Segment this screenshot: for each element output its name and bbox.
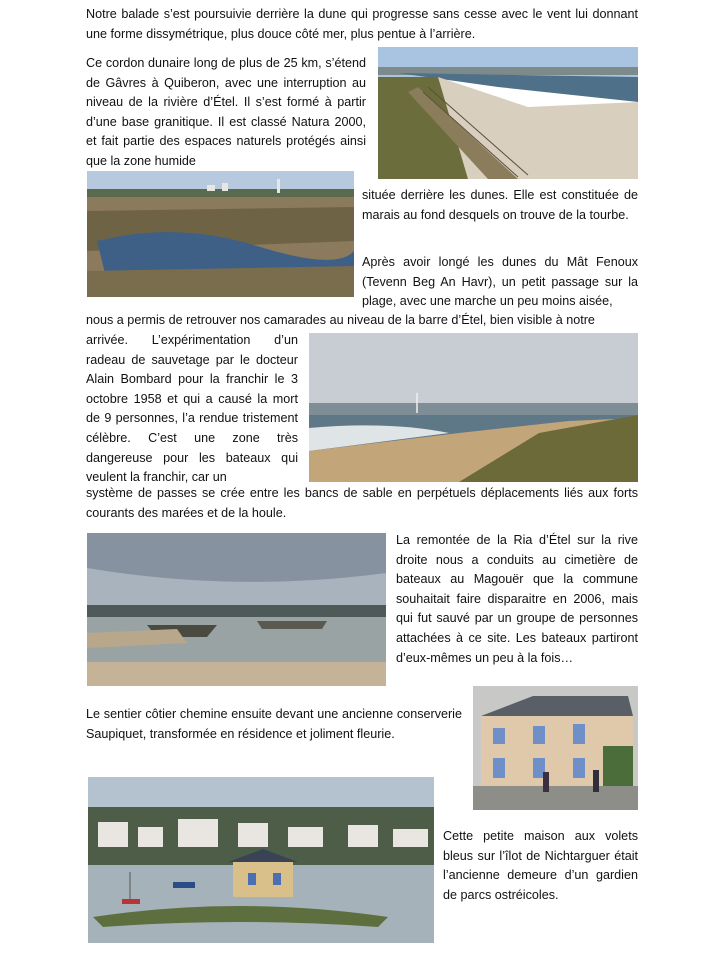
paragraph-ria-etel: La remontée de la Ria d’Étel sur la rive droite nous a conduits au cimetière de bateaux au Magouër que la commune souhaitait faire disparaitre en 2006, mais qui fut sauvé par un groupe de personnes attachées à ce site. Les bateaux partiront d’eux-mêmes un peu à la fois…	[396, 533, 638, 665]
paragraph-dune: Notre balade s’est poursuivie derrière la dune qui progresse sans cesse avec le vent lui donnant une forme dissymétrique, plus douce côté mer, plus pentue à l’arrière.	[86, 7, 638, 41]
paragraph-cordon-dunaire: Ce cordon dunaire long de plus de 25 km, s’étend de Gâvres à Quiberon, avec une interruption au niveau de la rivière d’Étel. Il s’est formé à partir d’une base granitique. Il est classé Natura 2000, et fait partie des espaces naturels protégés ainsi que la zone humide	[86, 56, 366, 168]
paragraph-mat-fenoux: Après avoir longé les dunes du Mât Fenoux (Tevenn Beg An Havr), un petit passage sur la plage, avec une marche un peu moins aisée,	[362, 255, 638, 309]
paragraph-barre-etel: nous a permis de retrouver nos camarades au niveau de la barre d’Étel, bien visible à notre	[86, 313, 595, 327]
photo-conserverie-house	[473, 686, 638, 810]
photo-boat-cemetery	[87, 533, 386, 686]
paragraph-saupiquet: Le sentier côtier chemine ensuite devant une ancienne conserverie Saupiquet, transformée en résidence et joliment fleurie.	[86, 707, 462, 741]
paragraph-zone-humide: située derrière les dunes. Elle est constituée de marais au fond desquels on trouve de la tourbe.	[362, 188, 638, 222]
photo-dune-beach	[378, 47, 638, 179]
photo-marsh	[87, 171, 354, 297]
photo-ilot-nichtarguer	[88, 777, 434, 943]
paragraph-petite-maison: Cette petite maison aux volets bleus sur l’îlot de Nichtarguer était l’ancienne demeure d’un gardien de parcs ostréicoles.	[443, 829, 638, 902]
paragraph-bombard: arrivée. L’expérimentation d’un radeau de sauvetage par le docteur Alain Bombard pour la franchir le 3 octobre 1958 et qui a causé la mort de 9 personnes, l’a rendue tristement célèbre. C’est une zone très dangereuse pour les bateaux qui veulent la franchir, car un	[86, 333, 298, 485]
photo-barre-etel	[309, 333, 638, 482]
paragraph-passes: système de passes se crée entre les bancs de sable en perpétuels déplacements liés aux forts courants des marées et de la houle.	[86, 486, 638, 520]
